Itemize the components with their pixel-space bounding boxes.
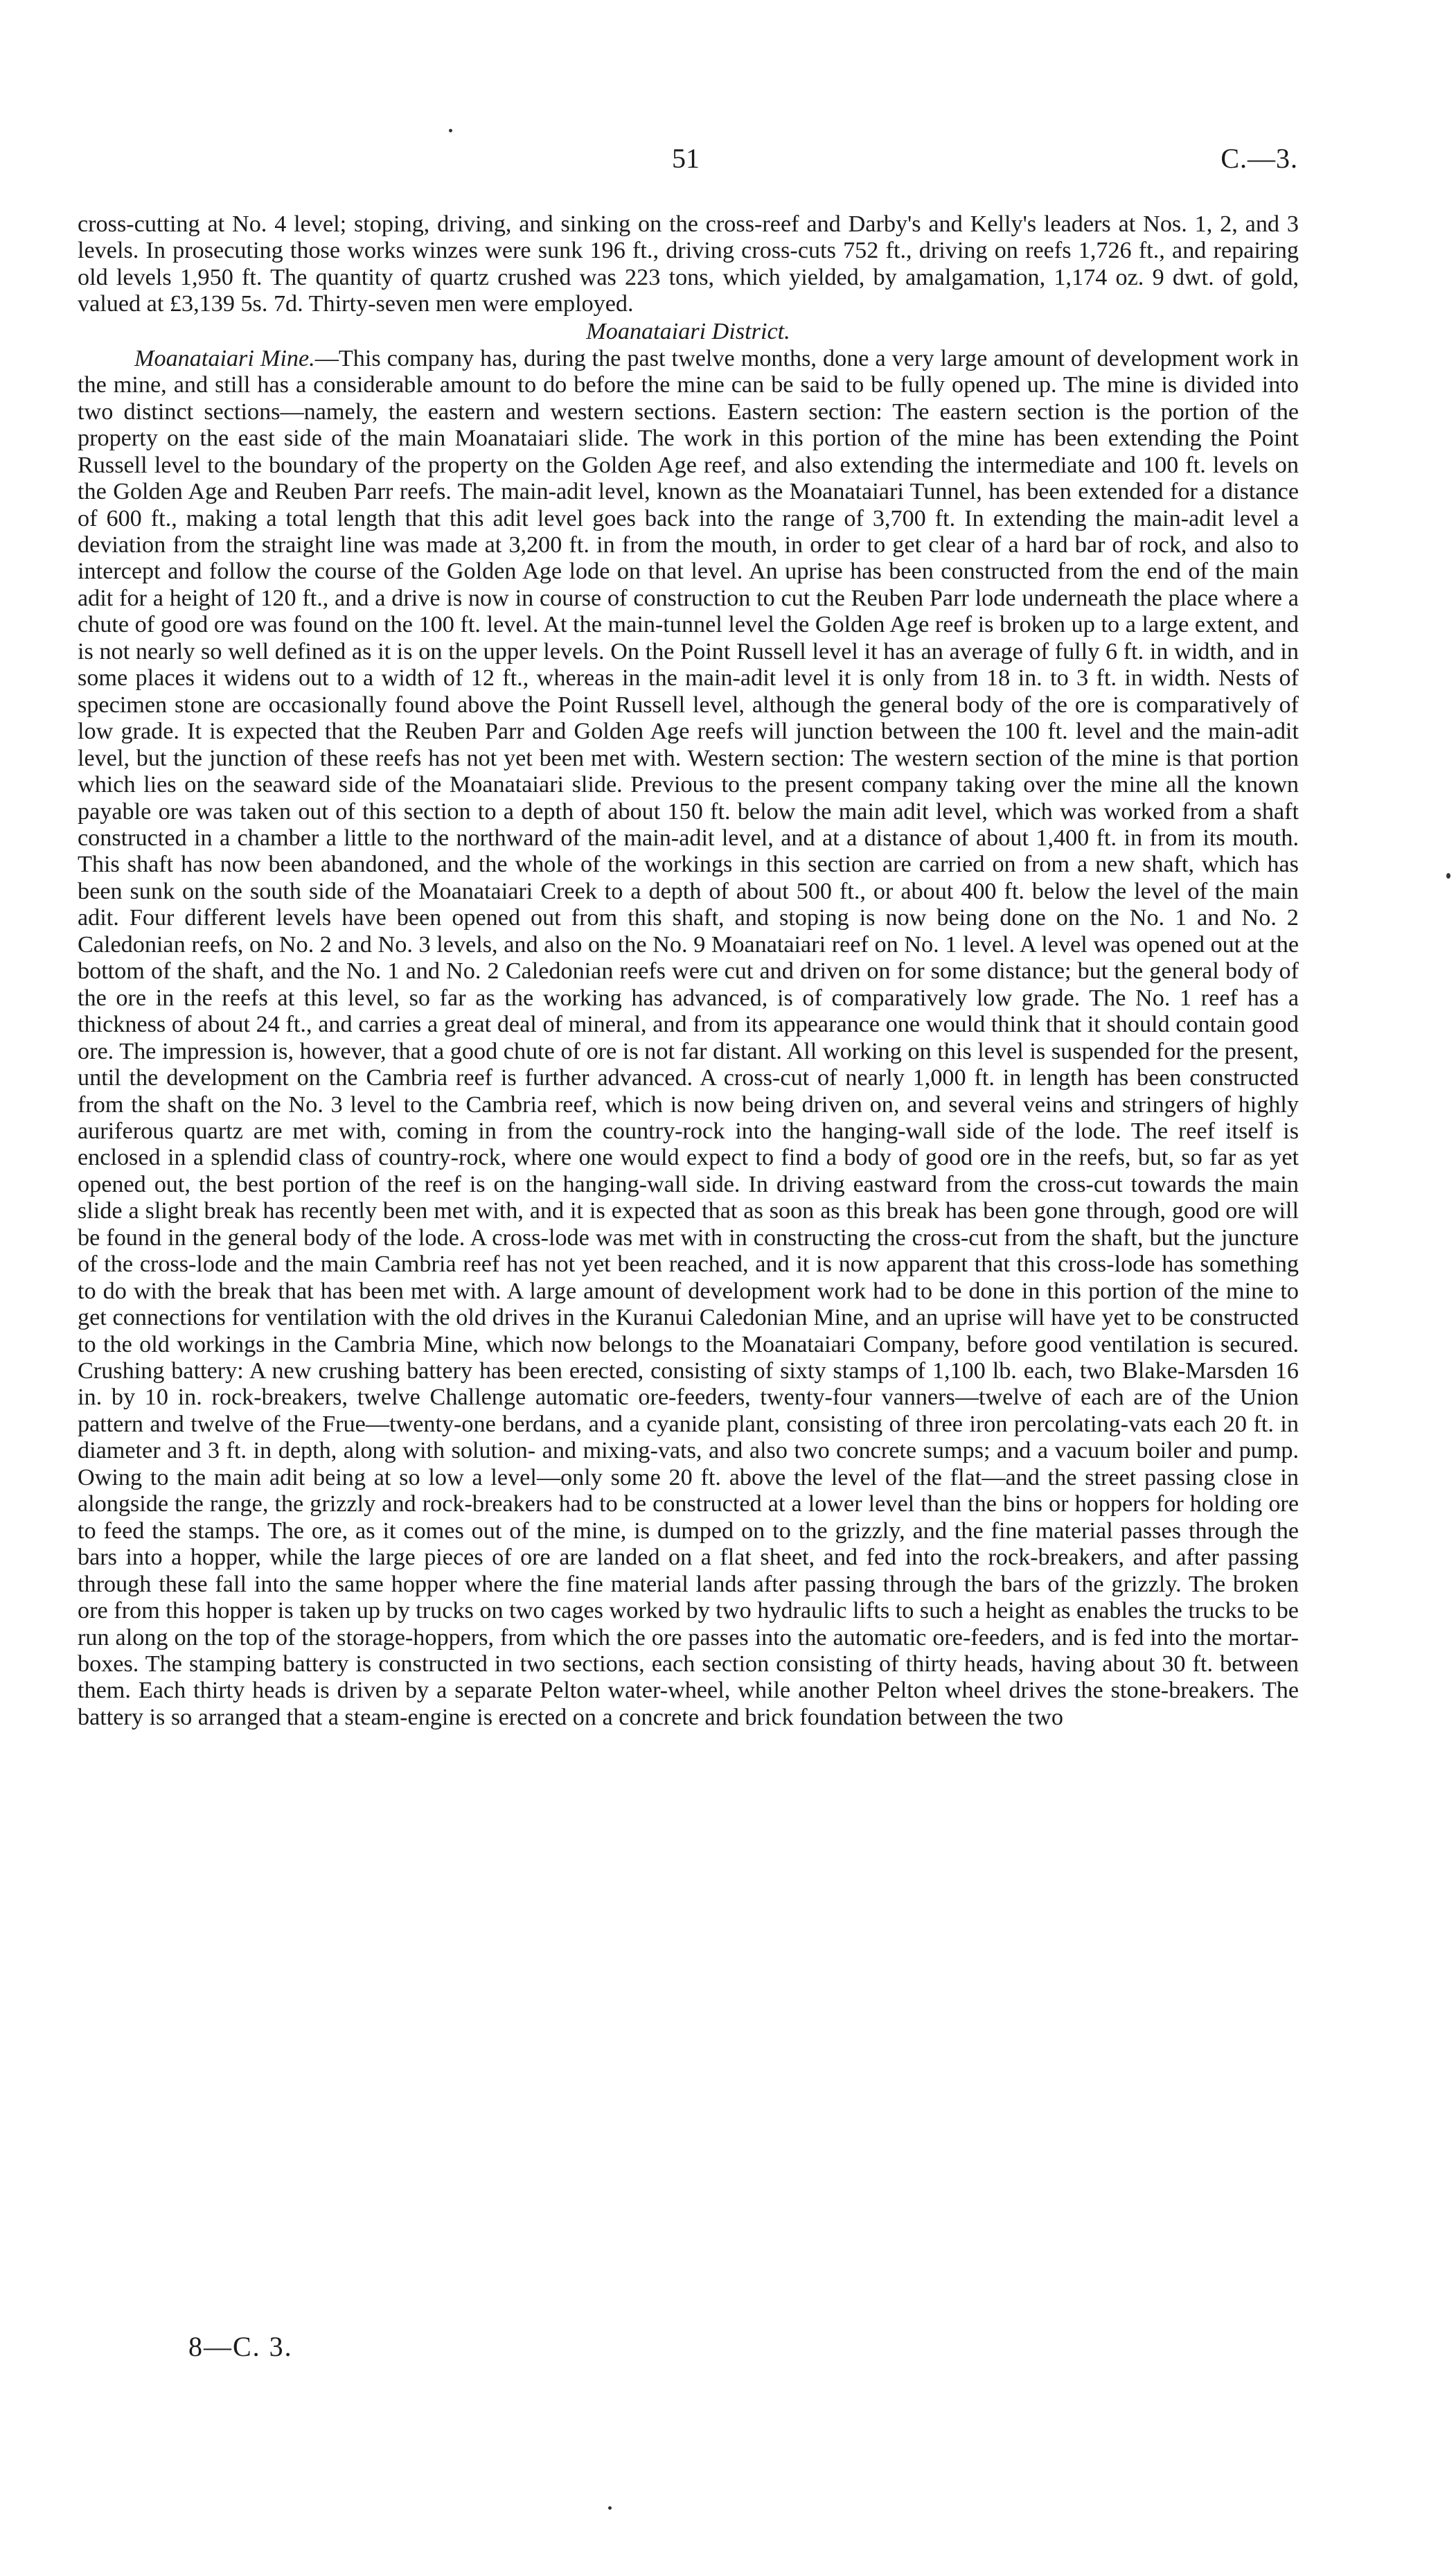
intro-paragraph: cross-cutting at No. 4 level; stoping, driving, and sinking on the cross-reef and Darby's and Kelly's leaders at Nos. 1, 2, and 3 levels. In prosecuting those works winzes were sunk 196 ft., driving cross-cuts 752 ft., driving on reefs 1,726 ft., and repairing old levels 1,950 ft. The quantity of quartz crushed was 223 tons, which yielded, by amalgamation, 1,174 oz. 9 dwt. of gold, valued at £3,139 5s. 7d. Thirty-seven men were employed.	[78, 211, 1299, 317]
mine-title: Moanataiari Mine.	[134, 345, 315, 371]
scan-speck	[608, 2506, 612, 2510]
document-code: C.—3.	[1220, 143, 1298, 174]
mine-paragraph	[78, 346, 1299, 1732]
scan-speck	[449, 129, 452, 132]
page-header	[0, 142, 1456, 184]
footer-signature: 8—C. 3.	[188, 2331, 293, 2362]
mine-paragraph-text: —This company has, during the past twelve months, done a very large amount of development work in the mine, and still has a considerable amount to do before the mine can be said to be fully opened up. The mine is divided into two distinct sections—namely, the eastern and western sections. Eastern section: The eastern section is the portion of the property on the east side of the main Moanataiari slide. The work in this portion of the mine has been extending the Point Russell level to the boundary of the property on the Golden Age reef, and also extending the intermediate and 100 ft. levels on the Golden Age and Reuben Parr reefs. The main-adit level, known as the Moanataiari Tunnel, has been extended for a distance of 600 ft., making a total length that this adit level goes back into the range of 3,700 ft. In extending the main-adit level a deviation from the straight line was made at 3,200 ft. in from the mouth, in order to get clear of a hard bar of rock, and also to intercept and follow the course of the Golden Age lode on that level. An uprise has been constructed from the end of the main adit for a height of 120 ft., and a drive is now in course of construction to cut the Reuben Parr lode underneath the place where a chute of good ore was found on the 100 ft. level. At the main-tunnel level the Golden Age reef is broken up to a large extent, and is not nearly so well defined as it is on the upper levels. On the Point Russell level it has an average of fully 6 ft. in width, and in some places it widens out to a width of 12 ft., whereas in the main-adit level it is only from 18 in. to 3 ft. in width. Nests of specimen stone are occasionally found above the Point Russell level, although the general body of the ore is comparatively of low grade. It is expected that the Reuben Parr and Golden Age reefs will junction between the 100 ft. level and the main-adit level, but the junction of these reefs has not yet been met with. Western section: The western section of the mine is that portion which lies on the seaward side of the Moanataiari slide. Previous to the present company taking over the mine all the known payable ore was taken out of this section to a depth of about 150 ft. below the main adit level, which was worked from a shaft constructed in a chamber a little to the northward of the main-adit level, and at a distance of about 1,400 ft. in from its mouth. This shaft has now been abandoned, and the whole of the workings in this section are carried on from a new shaft, which has been sunk on the south side of the Moanataiari Creek to a depth of about 500 ft., or about 400 ft. below the level of the main adit. Four different levels have been opened out from this shaft, and stoping is now being done on the No. 1 and No. 2 Caledonian reefs, on No. 2 and No. 3 levels, and also on the No. 9 Moanataiari reef on No. 1 level. A level was opened out at the bottom of the shaft, and the No. 1 and No. 2 Caledonian reefs were cut and driven on for some distance; but the general body of the ore in the reefs at this level, so far as the working has advanced, is of comparatively low grade. The No. 1 reef has a thickness of about 24 ft., and carries a great deal of mineral, and from its appearance one would think that it should contain good ore. The impression is, however, that a good chute of ore is not far distant. All working on this level is suspended for the present, until the development on the Cambria reef is further advanced. A cross-cut of nearly 1,000 ft. in length has been constructed from the shaft on the No. 3 level to the Cambria reef, which is now being driven on, and several veins and stringers of highly auriferous quartz are met with, coming in from the country-rock into the hanging-wall side of the lode. The reef itself is enclosed in a splendid class of country-rock, where one would expect to find a body of good ore in the reefs, but, so far as yet opened out, the best portion of the reef is on the hanging-wall side. In driving eastward from the cross-cut towards the main slide a slight break has recently been met with, and it is expected that as soon as this break has been gone through, good ore will be found in the general body of the lode. A cross-lode was met with in constructing the cross-cut from the shaft, but the juncture of the cross-lode and the main Cambria reef has not yet been reached, and it is now apparent that this cross-lode has something to do with the break that has been met with. A large amount of development work had to be done in this portion of the mine to get connections for ventilation with the old drives in the Kuranui Caledonian Mine, and an uprise will have yet to be constructed to the old workings in the Cambria Mine, which now belongs to the Moanataiari Company, before good ventilation is secured. Crushing battery: A new crushing battery has been erected, consisting of sixty stamps of 1,100 lb. each, two Blake-Marsden 16 in. by 10 in. rock-breakers, twelve Challenge automatic ore-feeders, twenty-four vanners—twelve of each are of the Union pattern and twelve of the Frue—twenty-one berdans, and a cyanide plant, consisting of three iron percolating-vats each 20 ft. in diameter and 3 ft. in depth, along with solution- and mixing-vats, and also two concrete sumps; and a vacuum boiler and pump. Owing to the main adit being at so low a level—only some 20 ft. above the level of the flat—and the street passing close in alongside the range, the grizzly and rock-breakers had to be constructed at a lower level than the bins or hoppers for holding ore to feed the stamps. The ore, as it comes out of the mine, is dumped on to the grizzly, and the fine material passes through the bars into a hopper, while the large pieces of ore are landed on a flat sheet, and fed into the rock-breakers, and after passing through these fall into the same hopper where the fine material lands after passing through the bars of the grizzly. The broken ore from this hopper is taken up by trucks on two cages worked by two hydraulic lifts to such a height as enables the trucks to be run along on the top of the storage-hoppers, from which the ore passes into the automatic ore-feeders, and is fed into the mortar-boxes. The stamping battery is constructed in two sections, each section consisting of thirty heads, having about 30 ft. between them. Each thirty heads is driven by a separate Pelton water-wheel, while another Pelton wheel drives the stone-breakers. The battery is so arranged that a steam-engine is erected on a concrete and brick foundation between the two	[78, 345, 1299, 1730]
section-heading: Moanataiari District.	[586, 318, 790, 344]
page-number: 51	[672, 143, 700, 174]
scan-speck	[1446, 873, 1450, 879]
body-text	[78, 211, 1299, 1731]
